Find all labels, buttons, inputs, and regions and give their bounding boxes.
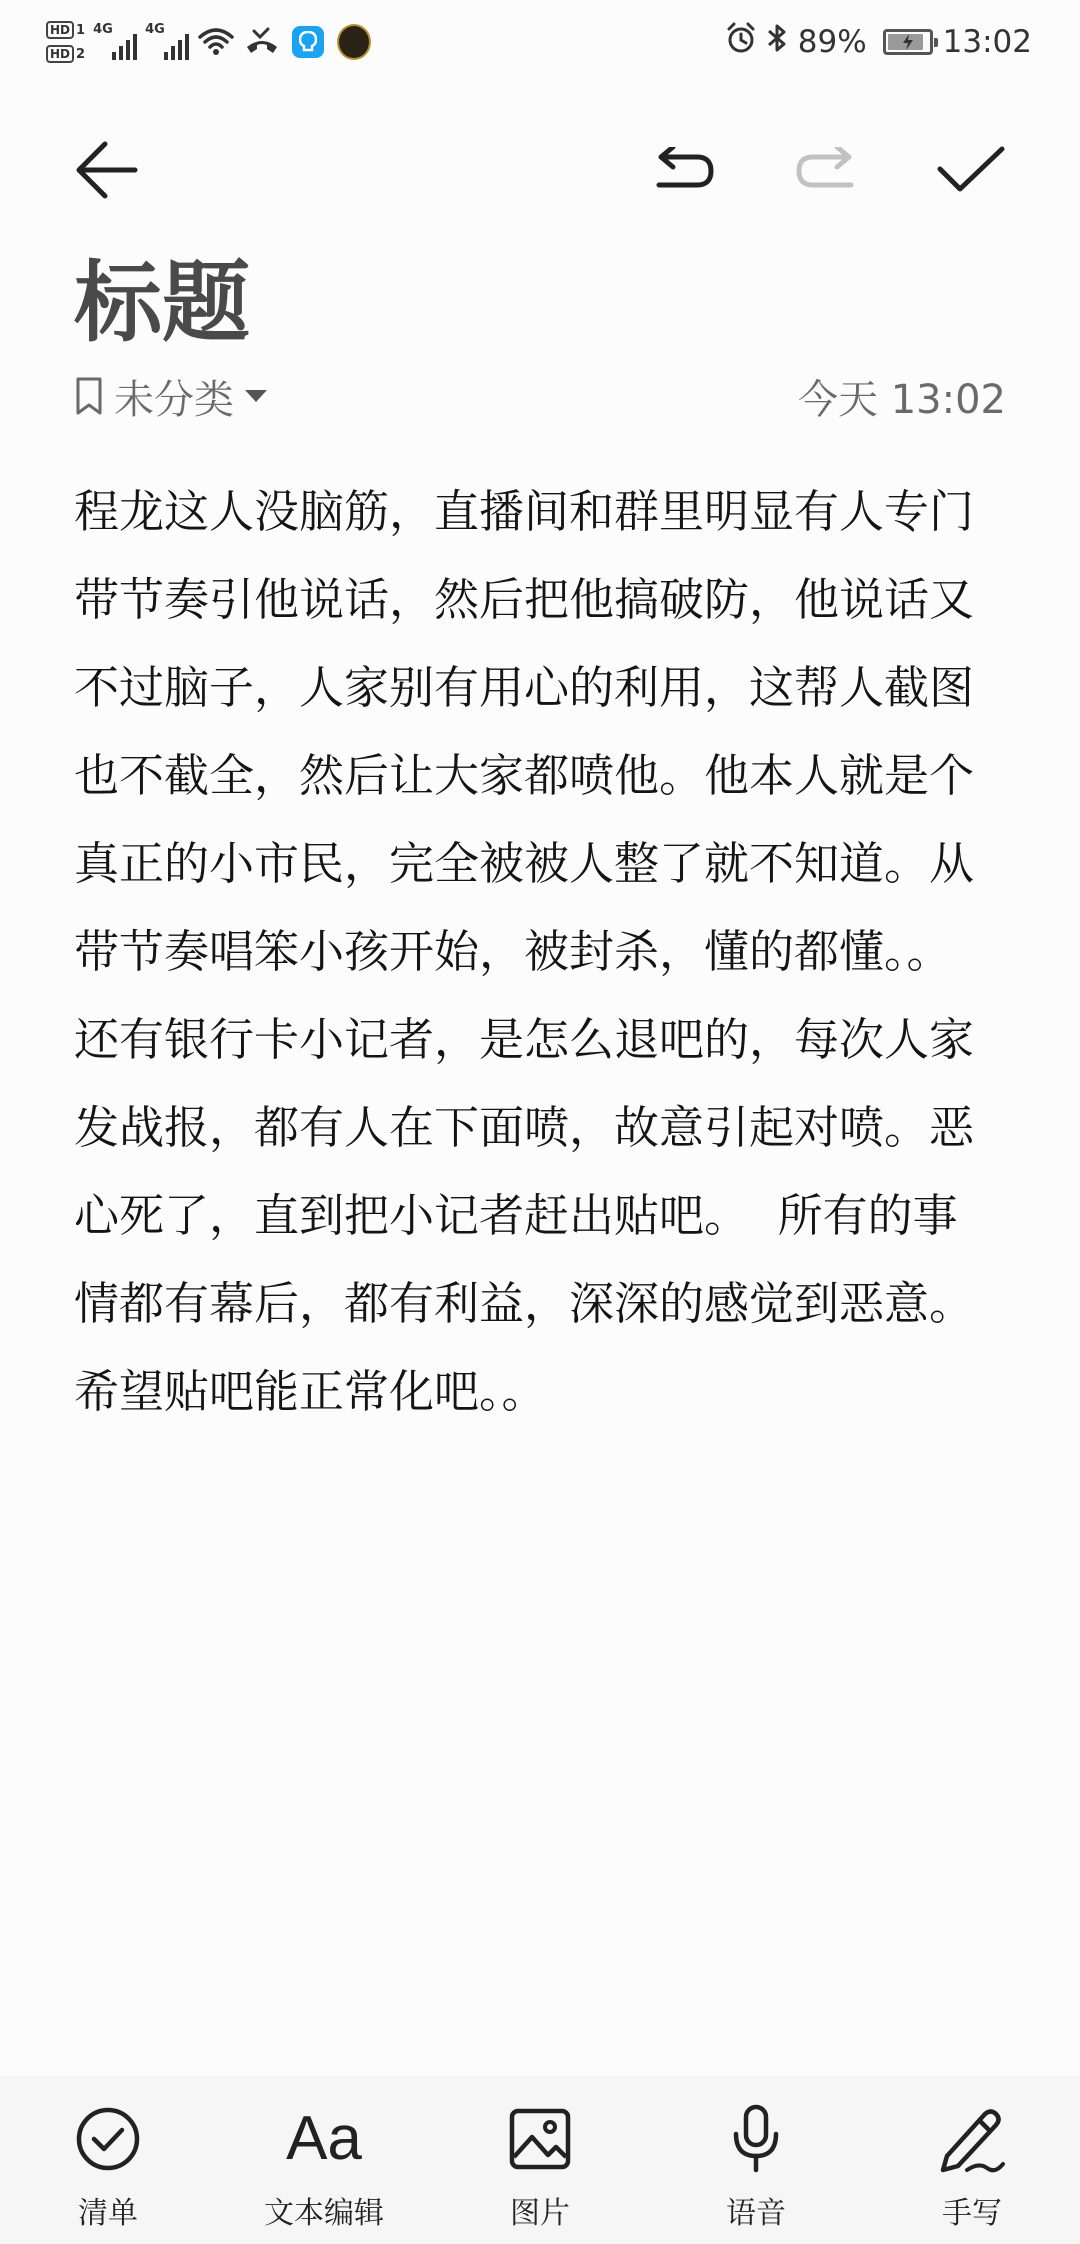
app-badge-icon <box>335 23 373 61</box>
hd-indicator-1 <box>46 21 85 39</box>
wifi-icon <box>197 23 235 61</box>
handwriting-label: 手写 <box>942 2196 1002 2231</box>
note-body[interactable]: 程龙这人没脑筋，直播间和群里明显有人专门带节奏引他说话，然后把他搞破防，他说话又不过脑子，人家别有用心的利用，这帮人截图也不截全，然后让大家都喷他。他本人就是个真正的小市民，完全被被人整了就不知道。从带节奏唱笨小孩开始，被封杀，懂的都懂。。还有银行卡小记者，是怎么退吧的，每次人家发战报，都有人在下面喷，故意引起对喷。恶心死了，直到把小记者赶出贴吧。 所有的事情都有幕后，都有利益，深深的感觉到恶意。希望贴吧能正常化吧。。 <box>74 485 975 1418</box>
text-format-label: 文本编辑 <box>264 2196 384 2231</box>
category-selector[interactable] <box>74 368 268 425</box>
hd-label: HD <box>46 45 74 63</box>
hd-sub: 1 <box>76 22 86 38</box>
status-time: 13:02 <box>942 24 1032 60</box>
voice-label: 语音 <box>726 2196 786 2231</box>
microphone-icon <box>731 2104 781 2174</box>
note-meta <box>74 368 1006 424</box>
image-button[interactable] <box>432 2102 648 2232</box>
battery-percentage: 89% <box>797 24 867 60</box>
category-label: 未分类 <box>114 376 234 423</box>
check-icon <box>936 145 1006 195</box>
hd-label: HD <box>46 21 74 39</box>
hd-sub: 2 <box>76 46 86 62</box>
voice-button[interactable] <box>648 2102 864 2232</box>
signal-sim1-icon <box>93 22 137 62</box>
status-bar <box>0 0 1080 84</box>
bluetooth-icon <box>766 22 788 62</box>
note-title[interactable]: 标题 <box>74 251 251 354</box>
editor-toolbar <box>0 120 1080 220</box>
hd-indicator-2 <box>46 45 85 63</box>
hd-indicators <box>46 21 85 63</box>
redo-button[interactable] <box>782 130 872 210</box>
checklist-label: 清单 <box>78 2196 138 2231</box>
bookmark-icon <box>74 376 104 416</box>
checklist-icon <box>75 2106 141 2172</box>
redo-icon <box>795 147 859 193</box>
checklist-button[interactable] <box>0 2102 216 2232</box>
battery-icon <box>883 29 933 55</box>
note-date: 今天 13:02 <box>798 376 1006 423</box>
text-format-button[interactable] <box>216 2102 432 2232</box>
undo-button[interactable] <box>638 130 728 210</box>
signal-sim2-icon <box>145 22 189 62</box>
done-button[interactable] <box>926 130 1016 210</box>
app-notification-icon <box>289 23 327 61</box>
text-format-icon: Aa <box>286 2104 362 2173</box>
image-icon <box>508 2107 572 2171</box>
caret-down-icon <box>244 388 268 404</box>
network-type-label: 4G <box>145 22 165 37</box>
arrow-left-icon <box>75 140 139 200</box>
handwriting-pen-icon <box>937 2104 1007 2174</box>
handwriting-button[interactable] <box>864 2102 1080 2232</box>
missed-call-icon <box>243 23 281 61</box>
network-type-label: 4G <box>93 22 113 37</box>
undo-icon <box>651 147 715 193</box>
image-label: 图片 <box>510 2196 570 2231</box>
alarm-icon <box>726 22 756 62</box>
status-right <box>726 18 1032 66</box>
bottom-toolbar <box>0 2076 1080 2244</box>
status-left <box>46 12 373 72</box>
charging-bolt-icon <box>901 34 915 50</box>
back-button[interactable] <box>62 130 152 210</box>
